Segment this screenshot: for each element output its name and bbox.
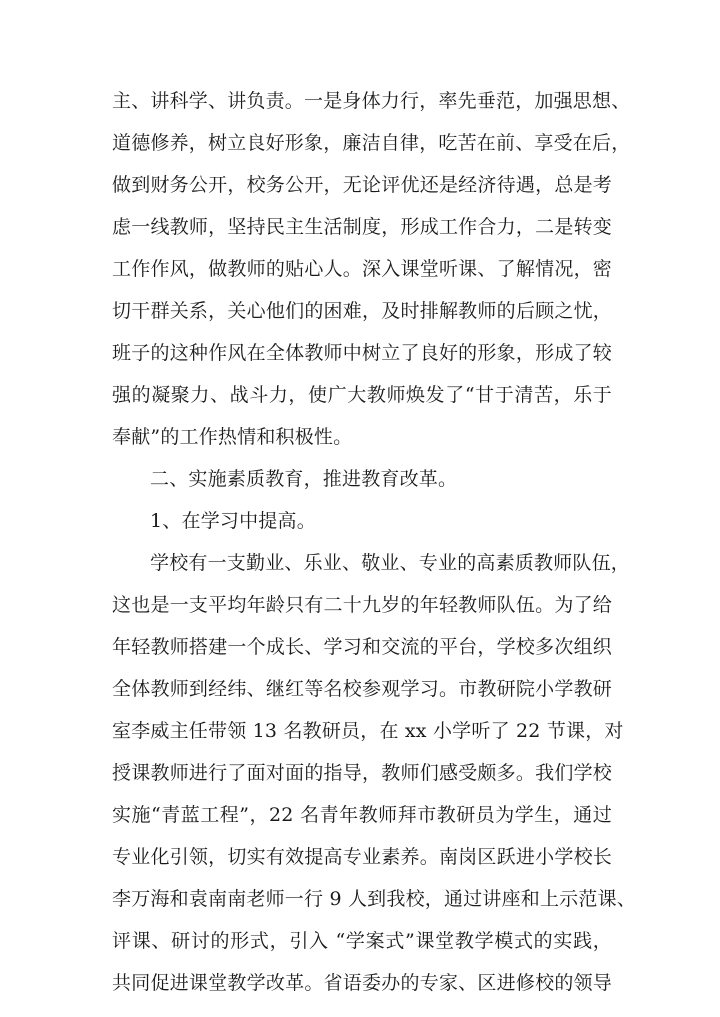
paragraph-line: 李万海和袁南南老师一行 9 人到我校，通过讲座和上示范课、	[112, 888, 636, 910]
paragraph-last-line: 奉献”的工作热情和积极性。	[112, 426, 353, 448]
paragraph-line: 工作作风，做教师的贴心人。深入课堂听课、了解情况，密	[112, 258, 612, 280]
paragraph-line: 做到财务公开，校务公开，无论评优还是经济待遇，总是考	[112, 174, 612, 196]
paragraph-line: 授课教师进行了面对面的指导，教师们感受颇多。我们学校	[112, 762, 612, 784]
paragraph-line: 全体教师到经纬、继红等名校参观学习。市教研院小学教研	[112, 678, 612, 700]
paragraph-first-line: 学校有一支勤业、乐业、敬业、专业的高素质教师队伍，	[150, 552, 631, 574]
paragraph-line: 实施“青蓝工程”，22 名青年教师拜市教研员为学生，通过	[112, 804, 612, 826]
paragraph-line: 专业化引领，切实有效提高专业素养。南岗区跃进小学校长	[112, 846, 612, 868]
paragraph-line: 评课、研讨的形式，引入 “学案式”课堂教学模式的实践，	[112, 930, 612, 952]
paragraph-line: 这也是一支平均年龄只有二十九岁的年轻教师队伍。为了给	[112, 594, 612, 616]
paragraph-line: 虑一线教师，坚持民主生活制度，形成工作合力，二是转变	[112, 216, 612, 238]
section-heading: 二、实施素质教育，推进教育改革。	[150, 468, 458, 490]
paragraph-line: 班子的这种作风在全体教师中树立了良好的形象，形成了较	[112, 342, 612, 364]
paragraph-line: 切干群关系，关心他们的困难，及时排解教师的后顾之忧，	[112, 300, 612, 322]
paragraph-line: 室李威主任带领 13 名教研员，在 xx 小学听了 22 节课，对	[112, 720, 624, 742]
paragraph-line: 共同促进课堂教学改革。省语委办的专家、区进修校的领导	[112, 972, 612, 994]
paragraph-line: 道德修养，树立良好形象，廉洁自律，吃苦在前、享受在后，	[112, 132, 631, 154]
subsection-heading: 1、在学习中提高。	[150, 510, 316, 532]
paragraph-line: 强的凝聚力、战斗力，使广大教师焕发了“甘于清苦，乐于	[112, 384, 612, 406]
paragraph-line: 主、讲科学、讲负责。一是身体力行，率先垂范，加强思想、	[112, 90, 631, 112]
paragraph-line: 年轻教师搭建一个成长、学习和交流的平台，学校多次组织	[112, 636, 612, 658]
